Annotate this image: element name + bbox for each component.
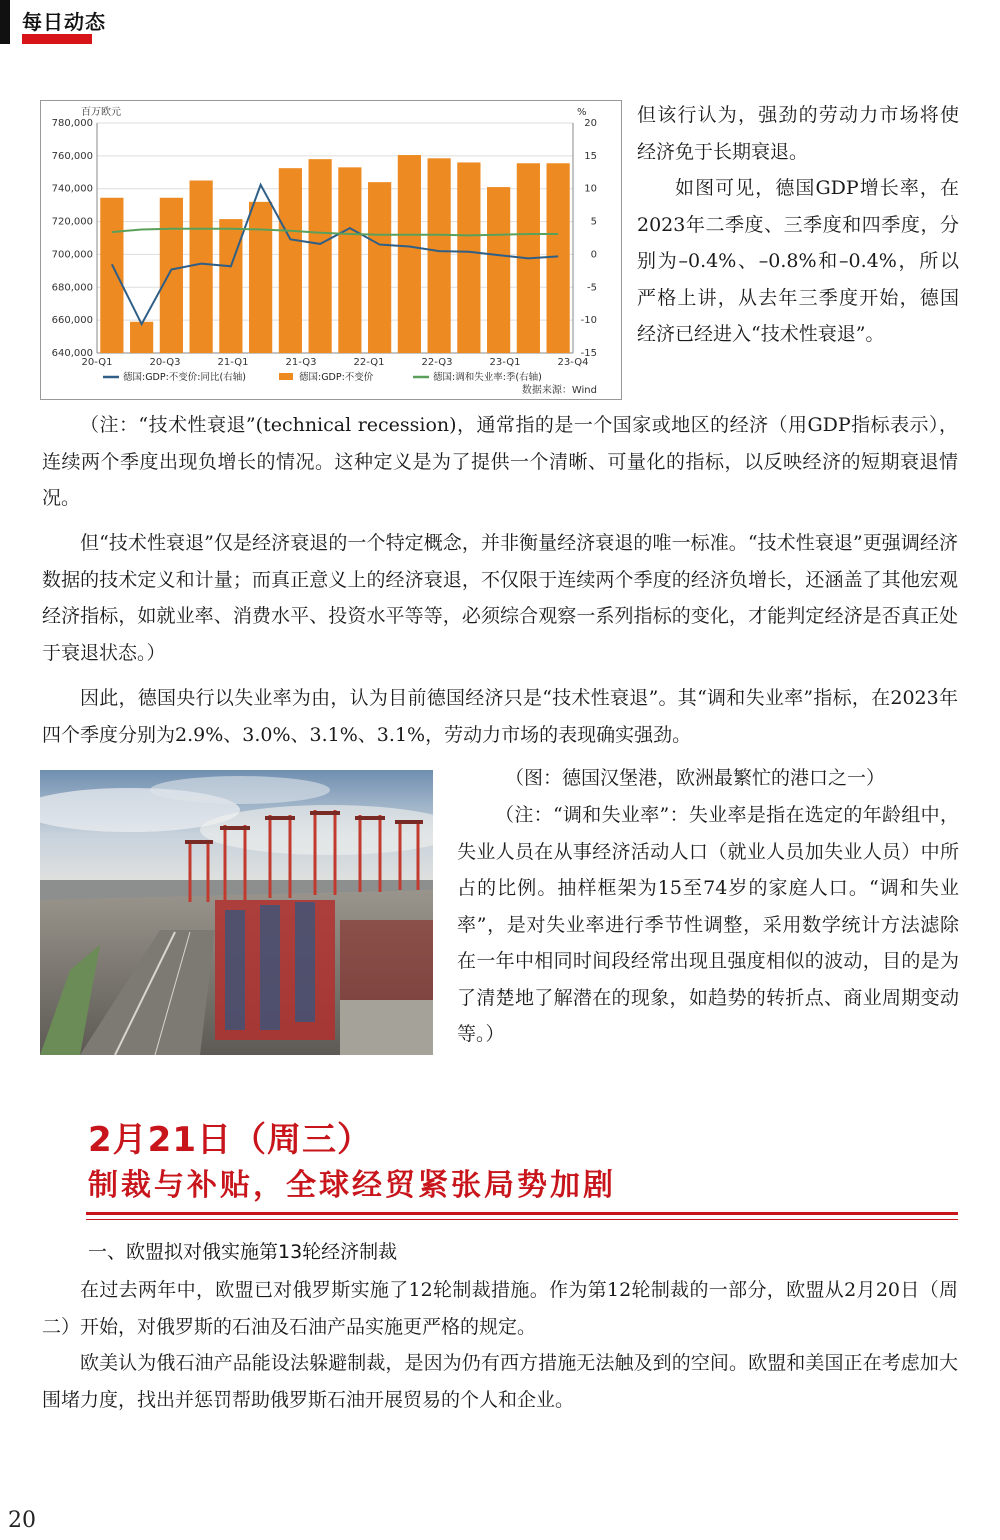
note-technical-recession-cont: 但“技术性衰退”仅是经济衰退的一个特定概念，并非衡量经济衰退的唯一标准。“技术性衰退”更强调经济数据的技术定义和计量；而真正意义上的经济衰退，不仅限于连续两个季度的经济负增长，还涵盖了其他宏观经济指标，如就业率、消费水平、投资水平等等，必须综合观察一系列指标的变化，才能判定经济是否真正处于衰退状态。） <box>42 532 958 664</box>
x-tick-label: 21-Q1 <box>217 357 249 368</box>
gdp-bar <box>547 163 570 353</box>
section-date: 2月21日（周三） <box>88 1120 372 1160</box>
x-tick-label: 22-Q1 <box>353 357 385 368</box>
left-tick-label: 660,000 <box>51 315 93 327</box>
gdp-bar <box>457 162 480 353</box>
paragraph-unemployment: 因此，德国央行以失业率为由，认为目前德国经济只是“技术性衰退”。其“调和失业率”指标，在2023年四个季度分别为2.9%、3.0%、3.1%、3.1%，劳动力市场的表现确实强劲。 <box>42 687 958 746</box>
section-paragraph-1: 在过去两年中，欧盟已对俄罗斯实施了12轮制裁措施。作为第12轮制裁的一部分，欧盟从2月20日（周二）开始，对俄罗斯的石油及石油产品实施更严格的规定。 <box>42 1279 958 1338</box>
gdp-bar <box>338 167 361 353</box>
left-tick-label: 640,000 <box>51 348 93 359</box>
left-unit-label: 百万欧元 <box>81 107 121 118</box>
right-col-paragraph-1: 但该行认为，强劲的劳动力市场将使经济免于长期衰退。 <box>637 104 959 163</box>
port-image <box>40 770 433 1055</box>
x-tick-label: 23-Q4 <box>557 357 589 368</box>
section-label: 每日动态 <box>22 10 106 34</box>
right-tick-label: 5 <box>590 216 597 228</box>
chart-source: 数据来源：Wind <box>521 385 597 396</box>
right-tick-label: 10 <box>584 183 597 195</box>
section-rule-thin <box>86 1219 958 1220</box>
note-technical-recession: （注：“技术性衰退”(technical recession)，通常指的是一个国家或地区的经济（用GDP指标表示），连续两个季度出现负增长的情况。这种定义是为了提供一个清晰、可量化的指标，以反映经济的短期衰退情况。 <box>42 414 958 509</box>
left-tick-label: 700,000 <box>51 249 93 261</box>
gdp-bar <box>279 168 302 353</box>
legend-label: 德国:GDP:不变价 <box>299 372 374 383</box>
section-paragraph-2: 欧美认为俄石油产品能设法躲避制裁，是因为仍有西方措施无法触及到的空间。欧盟和美国正在考虑加大围堵力度，找出并惩罚帮助俄罗斯石油开展贸易的个人和企业。 <box>42 1352 958 1411</box>
legend-label: 德国:GDP:不变价:同比(右轴) <box>123 372 246 383</box>
left-tick-label: 680,000 <box>51 282 93 294</box>
header-accent-bar <box>0 0 10 44</box>
right-tick-label: -15 <box>580 348 597 359</box>
x-tick-label: 22-Q3 <box>421 357 453 368</box>
gdp-bar <box>249 202 272 353</box>
section-rule-thick <box>86 1212 958 1215</box>
x-tick-label: 20-Q3 <box>149 357 181 368</box>
right-tick-label: 0 <box>590 249 597 261</box>
gdp-bar <box>190 181 213 354</box>
right-unit-label: % <box>577 107 587 118</box>
page-number: 20 <box>8 1508 36 1533</box>
x-tick-label: 21-Q3 <box>285 357 317 368</box>
gdp-bar <box>160 198 183 353</box>
legend-label: 德国:调和失业率:季(右轴) <box>433 372 542 383</box>
x-tick-label: 20-Q1 <box>81 357 113 368</box>
gdp-bar <box>487 187 510 353</box>
right-tick-label: 20 <box>584 118 597 129</box>
right-col-paragraph-2: 如图可见，德国GDP增长率，在2023年二季度、三季度和四季度，分别为–0.4%、–0.8%和–0.4%，所以严格上讲，从去年三季度开始，德国经济已经进入“技术性衰退”。 <box>637 177 959 345</box>
left-tick-label: 780,000 <box>51 118 93 129</box>
section-heading: 制裁与补贴，全球经贸紧张局势加剧 <box>88 1168 616 1203</box>
right-tick-label: 15 <box>584 150 597 162</box>
right-tick-label: -5 <box>587 282 597 294</box>
gdp-chart <box>40 100 622 400</box>
header-red-underline <box>22 34 92 44</box>
gdp-bar <box>219 219 242 353</box>
left-tick-label: 740,000 <box>51 183 93 195</box>
gdp-bar <box>130 322 153 353</box>
gdp-bar <box>100 198 123 353</box>
left-tick-label: 720,000 <box>51 216 93 228</box>
gdp-bar <box>398 155 421 353</box>
gdp-bar <box>309 159 332 353</box>
sub-heading: 一、欧盟拟对俄实施第13轮经济制裁 <box>88 1241 398 1263</box>
x-tick-label: 23-Q1 <box>489 357 521 368</box>
chart-canvas <box>41 101 621 399</box>
right-tick-label: -10 <box>580 315 597 327</box>
gdp-bar <box>368 182 391 353</box>
legend-swatch <box>279 373 293 380</box>
hamburg-port-photo <box>40 770 433 1055</box>
note-harmonised-unemployment: （注：“调和失业率”：失业率是指在选定的年龄组中，失业人员在从事经济活动人口（就业人员加失业人员）中所占的比例。抽样框架为15至74岁的家庭人口。“调和失业率”，是对失业率进行季节性调整，采用数学统计方法滤除在一年中相同时间段经常出现且强度相似的波动，目的是为了清楚地了解潜在的现象，如趋势的转折点、商业周期变动等。） <box>457 804 959 1045</box>
gdp-bar <box>428 158 451 353</box>
left-tick-label: 760,000 <box>51 150 93 162</box>
photo-caption: （图：德国汉堡港，欧洲最繁忙的港口之一） <box>505 767 886 789</box>
